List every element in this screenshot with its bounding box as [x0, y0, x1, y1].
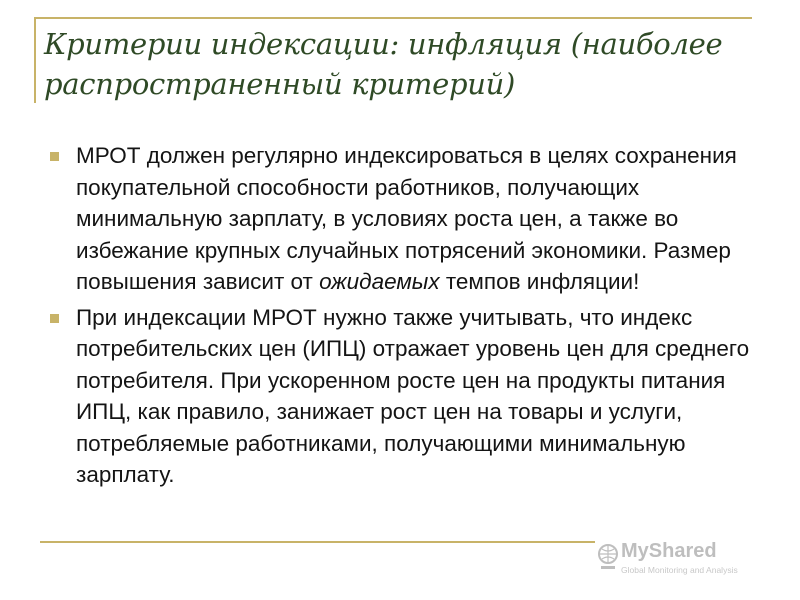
bullet-list — [50, 140, 770, 495]
watermark-tagline: Global Monitoring and Analysis — [621, 565, 738, 575]
bottom-rule — [40, 541, 595, 543]
watermark-logo — [595, 538, 767, 584]
top-rule — [34, 17, 752, 19]
bullet-1-text-after: темпов инфляции! — [439, 269, 640, 294]
square-bullet-icon — [50, 152, 59, 161]
square-bullet-icon — [50, 314, 59, 323]
watermark-brand: MyShared — [621, 540, 717, 562]
bullet-item-1 — [50, 140, 770, 298]
bullet-1-emphasis: ожидаемых — [319, 269, 440, 294]
bullet-item-2 — [50, 302, 770, 491]
left-rule — [34, 17, 36, 103]
globe-icon — [597, 540, 619, 580]
slide-title: Критерии индексации: инфляция (наиболее распространенный критерий) — [44, 27, 723, 101]
bullet-1-text-before: МРОТ должен регулярно индексироваться в целях сохранения покупательной способности работников, получающих минимальную зарплату, в условиях роста цен, а также во избежание крупных случайных потрясений экономики. Размер повышения зависит от — [76, 143, 737, 294]
bullet-2-text: При индексации МРОТ нужно также учитывать, что индекс потребительских цен (ИПЦ) отражает уровень цен для среднего потребителя. При ускоренном росте цен на продукты питания ИПЦ, как правило, занижает рост цен на товары и услуги, потребляемые работниками, получающими минимальную зарплату. — [76, 304, 750, 487]
